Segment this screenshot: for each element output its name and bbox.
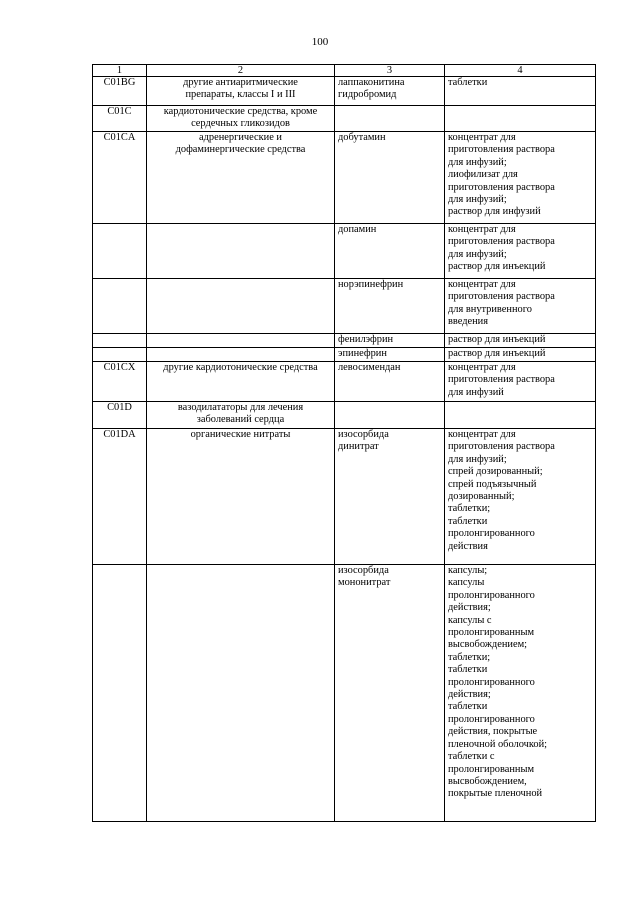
dosage-forms-cell bbox=[445, 362, 596, 402]
dosage-forms-line: пролонгированным bbox=[448, 763, 535, 775]
column-header: 2 bbox=[147, 65, 335, 77]
dosage-forms-line: введения bbox=[448, 316, 489, 328]
drug-name-cell bbox=[335, 402, 445, 429]
drug-name-cell bbox=[335, 224, 445, 279]
drug-name-cell bbox=[335, 429, 445, 565]
table-row bbox=[93, 429, 596, 565]
group-cell bbox=[147, 132, 335, 224]
dosage-forms-line: раствор для инъекций bbox=[448, 334, 546, 345]
drug-name-line: эпинефрин bbox=[338, 348, 387, 359]
dosage-forms-line: раствор для инъекций bbox=[448, 261, 546, 273]
dosage-forms-line: приготовления раствора bbox=[448, 441, 555, 453]
page-number: 100 bbox=[311, 36, 329, 48]
drug-name-line: допамин bbox=[338, 224, 377, 235]
group-cell bbox=[147, 77, 335, 106]
dosage-forms-line: концентрат для bbox=[448, 132, 516, 143]
dosage-forms-cell bbox=[445, 132, 596, 224]
drug-name-cell bbox=[335, 77, 445, 106]
table-row bbox=[93, 224, 596, 279]
dosage-forms-line: пролонгированного bbox=[448, 589, 535, 601]
dosage-forms-line: высвобождением; bbox=[448, 639, 528, 651]
atc-code-cell bbox=[93, 565, 147, 822]
dosage-forms-line: пролонгированным bbox=[448, 627, 535, 639]
atc-code-cell: C01CA bbox=[93, 132, 147, 224]
drug-name-line: лаппаконитина bbox=[338, 77, 405, 88]
dosage-forms-line: таблетки bbox=[448, 664, 488, 676]
dosage-forms-line: для инфузий; bbox=[448, 156, 507, 168]
atc-code-cell bbox=[93, 348, 147, 362]
drug-name-line: изосорбида bbox=[338, 429, 389, 440]
drug-name-cell bbox=[335, 348, 445, 362]
dosage-forms-line: концентрат для bbox=[448, 279, 516, 290]
dosage-forms-line: действия bbox=[448, 540, 488, 552]
column-header: 4 bbox=[445, 65, 596, 77]
dosage-forms-line: концентрат для bbox=[448, 224, 516, 235]
dosage-forms-line: раствор для инфузий bbox=[448, 206, 541, 218]
dosage-forms-line: таблетки с bbox=[448, 751, 495, 763]
group-cell bbox=[147, 565, 335, 822]
drug-name-cell bbox=[335, 334, 445, 348]
dosage-forms-line: для инфузий; bbox=[448, 248, 507, 260]
dosage-forms-line: концентрат для bbox=[448, 362, 516, 373]
table-row bbox=[93, 565, 596, 822]
drug-name-line: динитрат bbox=[338, 441, 379, 453]
group-line: кардиотонические средства, кроме bbox=[163, 106, 318, 117]
group-cell bbox=[147, 402, 335, 429]
atc-code-cell bbox=[93, 224, 147, 279]
dosage-forms-line: таблетки bbox=[448, 701, 488, 713]
dosage-forms-line: приготовления раствора bbox=[448, 374, 555, 386]
drug-name-cell bbox=[335, 132, 445, 224]
dosage-forms-cell bbox=[445, 106, 596, 132]
dosage-forms-line: таблетки bbox=[448, 77, 488, 88]
dosage-forms-line: действия, покрытые bbox=[448, 726, 538, 738]
drug-name-cell bbox=[335, 279, 445, 334]
table-row bbox=[93, 132, 596, 224]
group-line: заболеваний сердца bbox=[196, 414, 285, 426]
table-row bbox=[93, 77, 596, 106]
dosage-forms-line: пролонгированного bbox=[448, 713, 535, 725]
drug-name-line: левосимендан bbox=[338, 362, 401, 373]
drug-name-line: норэпинефрин bbox=[338, 279, 404, 290]
dosage-forms-cell bbox=[445, 565, 596, 822]
group-cell bbox=[147, 279, 335, 334]
atc-code-cell: C01BG bbox=[93, 77, 147, 106]
drug-name-line: добутамин bbox=[338, 132, 386, 143]
dosage-forms-line: приготовления раствора bbox=[448, 144, 555, 156]
dosage-forms-line: дозированный; bbox=[448, 491, 515, 503]
group-line: адренергические и bbox=[199, 132, 282, 143]
dosage-forms-line: таблетки; bbox=[448, 503, 491, 515]
drug-name-line: гидробромид bbox=[338, 89, 397, 101]
atc-code-cell: C01DA bbox=[93, 429, 147, 565]
dosage-forms-line: пленочной оболочкой; bbox=[448, 738, 548, 750]
table-row bbox=[93, 334, 596, 348]
drug-table bbox=[92, 64, 596, 822]
table-row bbox=[93, 279, 596, 334]
dosage-forms-line: для инфузий; bbox=[448, 194, 507, 206]
group-cell bbox=[147, 429, 335, 565]
column-header: 3 bbox=[335, 65, 445, 77]
drug-name-cell bbox=[335, 106, 445, 132]
group-line: вазодилататоры для лечения bbox=[177, 402, 304, 413]
dosage-forms-cell bbox=[445, 348, 596, 362]
group-cell bbox=[147, 362, 335, 402]
group-line: препараты, классы I и III bbox=[185, 89, 296, 101]
table-row bbox=[93, 106, 596, 132]
dosage-forms-cell bbox=[445, 334, 596, 348]
dosage-forms-line: действия; bbox=[448, 689, 491, 701]
group-line: дофаминергические средства bbox=[175, 144, 306, 156]
dosage-forms-line: капсулы bbox=[448, 577, 485, 589]
dosage-forms-line: пролонгированного bbox=[448, 676, 535, 688]
group-line: органические нитраты bbox=[190, 429, 291, 440]
table-header-row bbox=[93, 65, 596, 77]
dosage-forms-line: приготовления раствора bbox=[448, 291, 555, 303]
dosage-forms-line: капсулы с bbox=[448, 614, 492, 626]
atc-code-cell bbox=[93, 279, 147, 334]
dosage-forms-line: капсулы; bbox=[448, 565, 488, 576]
dosage-forms-cell bbox=[445, 429, 596, 565]
group-line: другие кардиотонические средства bbox=[163, 362, 318, 373]
dosage-forms-line: для инфузий; bbox=[448, 453, 507, 465]
atc-code-cell: C01C bbox=[93, 106, 147, 132]
table-row bbox=[93, 362, 596, 402]
drug-name-line: изосорбида bbox=[338, 565, 389, 576]
column-header: 1 bbox=[93, 65, 147, 77]
dosage-forms-line: концентрат для bbox=[448, 429, 516, 440]
dosage-forms-line: таблетки; bbox=[448, 651, 491, 663]
table-row bbox=[93, 402, 596, 429]
atc-code-cell: C01D bbox=[93, 402, 147, 429]
dosage-forms-line: покрытые пленочной bbox=[448, 788, 543, 800]
dosage-forms-line: спрей дозированный; bbox=[448, 466, 543, 478]
dosage-forms-cell bbox=[445, 224, 596, 279]
dosage-forms-line: действия; bbox=[448, 602, 491, 614]
table-row bbox=[93, 348, 596, 362]
dosage-forms-line: лиофилизат для bbox=[448, 169, 518, 181]
dosage-forms-line: таблетки bbox=[448, 515, 488, 527]
dosage-forms-line: приготовления раствора bbox=[448, 181, 555, 193]
drug-name-line: мононитрат bbox=[338, 577, 391, 589]
dosage-forms-line: раствор для инъекций bbox=[448, 348, 546, 359]
dosage-forms-line: высвобождением, bbox=[448, 775, 527, 787]
group-cell bbox=[147, 348, 335, 362]
dosage-forms-line: пролонгированного bbox=[448, 528, 535, 540]
group-cell bbox=[147, 106, 335, 132]
drug-name-line: фенилэфрин bbox=[338, 334, 394, 345]
dosage-forms-line: для внутривенного bbox=[448, 303, 532, 315]
group-cell bbox=[147, 224, 335, 279]
dosage-forms-cell bbox=[445, 402, 596, 429]
dosage-forms-line: для инфузий bbox=[448, 386, 504, 398]
group-line: сердечных гликозидов bbox=[191, 118, 290, 130]
group-line: другие антиаритмические bbox=[183, 77, 298, 88]
dosage-forms-cell bbox=[445, 279, 596, 334]
drug-name-cell bbox=[335, 565, 445, 822]
dosage-forms-line: спрей подъязычный bbox=[448, 478, 537, 490]
dosage-forms-cell bbox=[445, 77, 596, 106]
drug-name-cell bbox=[335, 362, 445, 402]
group-cell bbox=[147, 334, 335, 348]
atc-code-cell: C01CX bbox=[93, 362, 147, 402]
atc-code-cell bbox=[93, 334, 147, 348]
dosage-forms-line: приготовления раствора bbox=[448, 236, 555, 248]
